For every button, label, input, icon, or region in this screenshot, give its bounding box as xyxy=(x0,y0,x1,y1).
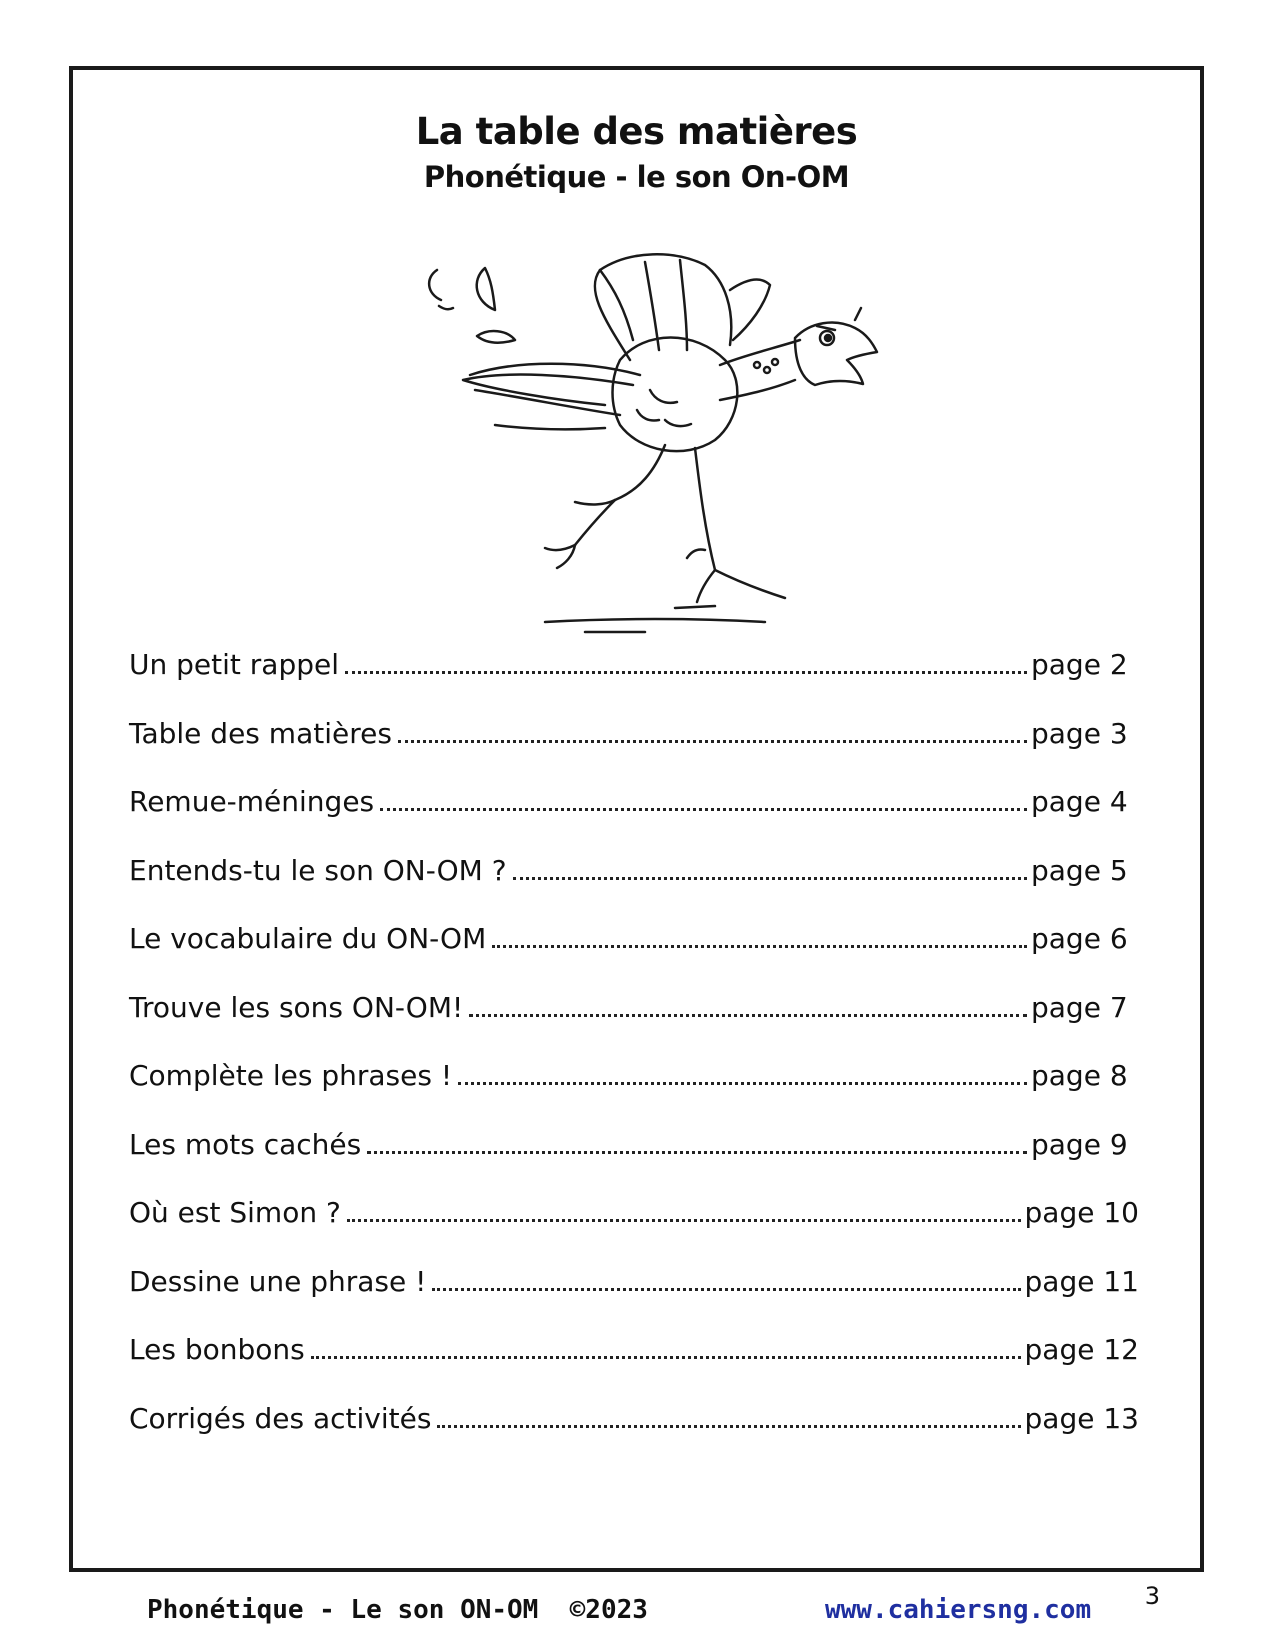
toc-item-page: page 4 xyxy=(1031,785,1128,818)
toc-item-label: Les bonbons xyxy=(129,1333,305,1366)
toc-item-page: page 13 xyxy=(1024,1401,1139,1435)
page-subtitle: Phonétique - le son On-OM xyxy=(423,160,850,194)
running-bird-illustration xyxy=(415,230,885,670)
toc-leader-dots xyxy=(347,1219,1021,1222)
toc-item-label: Le vocabulaire du ON-OM xyxy=(129,922,487,955)
toc-item-page: page 12 xyxy=(1024,1333,1139,1366)
toc-leader-dots xyxy=(432,1288,1020,1291)
toc-item-page: page 10 xyxy=(1024,1196,1139,1229)
toc-leader-dots xyxy=(345,671,1027,674)
toc-item xyxy=(129,1128,1139,1197)
toc-item-label: Corrigés des activités xyxy=(129,1401,432,1435)
toc-item xyxy=(129,854,1139,923)
toc-item xyxy=(129,785,1139,854)
table-of-contents xyxy=(129,648,1139,1470)
toc-item xyxy=(129,717,1139,786)
toc-item-page: page 9 xyxy=(1031,1127,1128,1161)
toc-leader-dots xyxy=(398,740,1027,743)
toc-item-label: Où est Simon ? xyxy=(129,1196,341,1229)
toc-item-page: page 2 xyxy=(1031,648,1128,681)
toc-item xyxy=(129,648,1139,717)
toc-leader-dots xyxy=(367,1151,1027,1154)
page-title: La table des matières xyxy=(415,110,858,153)
toc-item-page: page 5 xyxy=(1031,853,1128,887)
toc-item-label: Table des matières xyxy=(129,716,392,750)
toc-leader-dots xyxy=(380,808,1027,811)
page-frame xyxy=(69,66,1204,1625)
toc-leader-dots xyxy=(492,945,1027,948)
toc-item-label: Dessine une phrase ! xyxy=(129,1264,427,1298)
toc-item-page: page 6 xyxy=(1031,922,1128,955)
toc-leader-dots xyxy=(458,1082,1027,1085)
toc-item xyxy=(129,991,1139,1060)
footer-text: Phonétique - Le son ON-OM ©2023 xyxy=(147,1595,648,1625)
toc-item-page: page 7 xyxy=(1031,990,1128,1024)
toc-item xyxy=(129,1333,1139,1402)
toc-item xyxy=(129,1196,1139,1265)
toc-item-label: Complète les phrases ! xyxy=(129,1059,453,1092)
toc-leader-dots xyxy=(311,1356,1021,1359)
toc-item xyxy=(129,1402,1139,1471)
toc-leader-dots xyxy=(513,877,1027,880)
footer-website-link[interactable]: www.cahiersng.com xyxy=(825,1595,1092,1625)
toc-leader-dots xyxy=(469,1014,1027,1017)
toc-item xyxy=(129,1265,1139,1334)
toc-item-label: Trouve les sons ON-OM! xyxy=(129,990,464,1024)
toc-item-label: Entends-tu le son ON-OM ? xyxy=(129,853,507,887)
page-number: 3 xyxy=(1144,1582,1160,1610)
toc-item-label: Un petit rappel xyxy=(129,648,339,681)
toc-leader-dots xyxy=(437,1425,1020,1428)
toc-item-page: page 8 xyxy=(1031,1059,1128,1092)
toc-item xyxy=(129,922,1139,991)
toc-item xyxy=(129,1059,1139,1128)
toc-item-page: page 3 xyxy=(1031,716,1128,750)
toc-item-label: Remue-méninges xyxy=(129,785,375,818)
toc-item-page: page 11 xyxy=(1024,1264,1139,1298)
toc-item-label: Les mots cachés xyxy=(129,1127,362,1161)
